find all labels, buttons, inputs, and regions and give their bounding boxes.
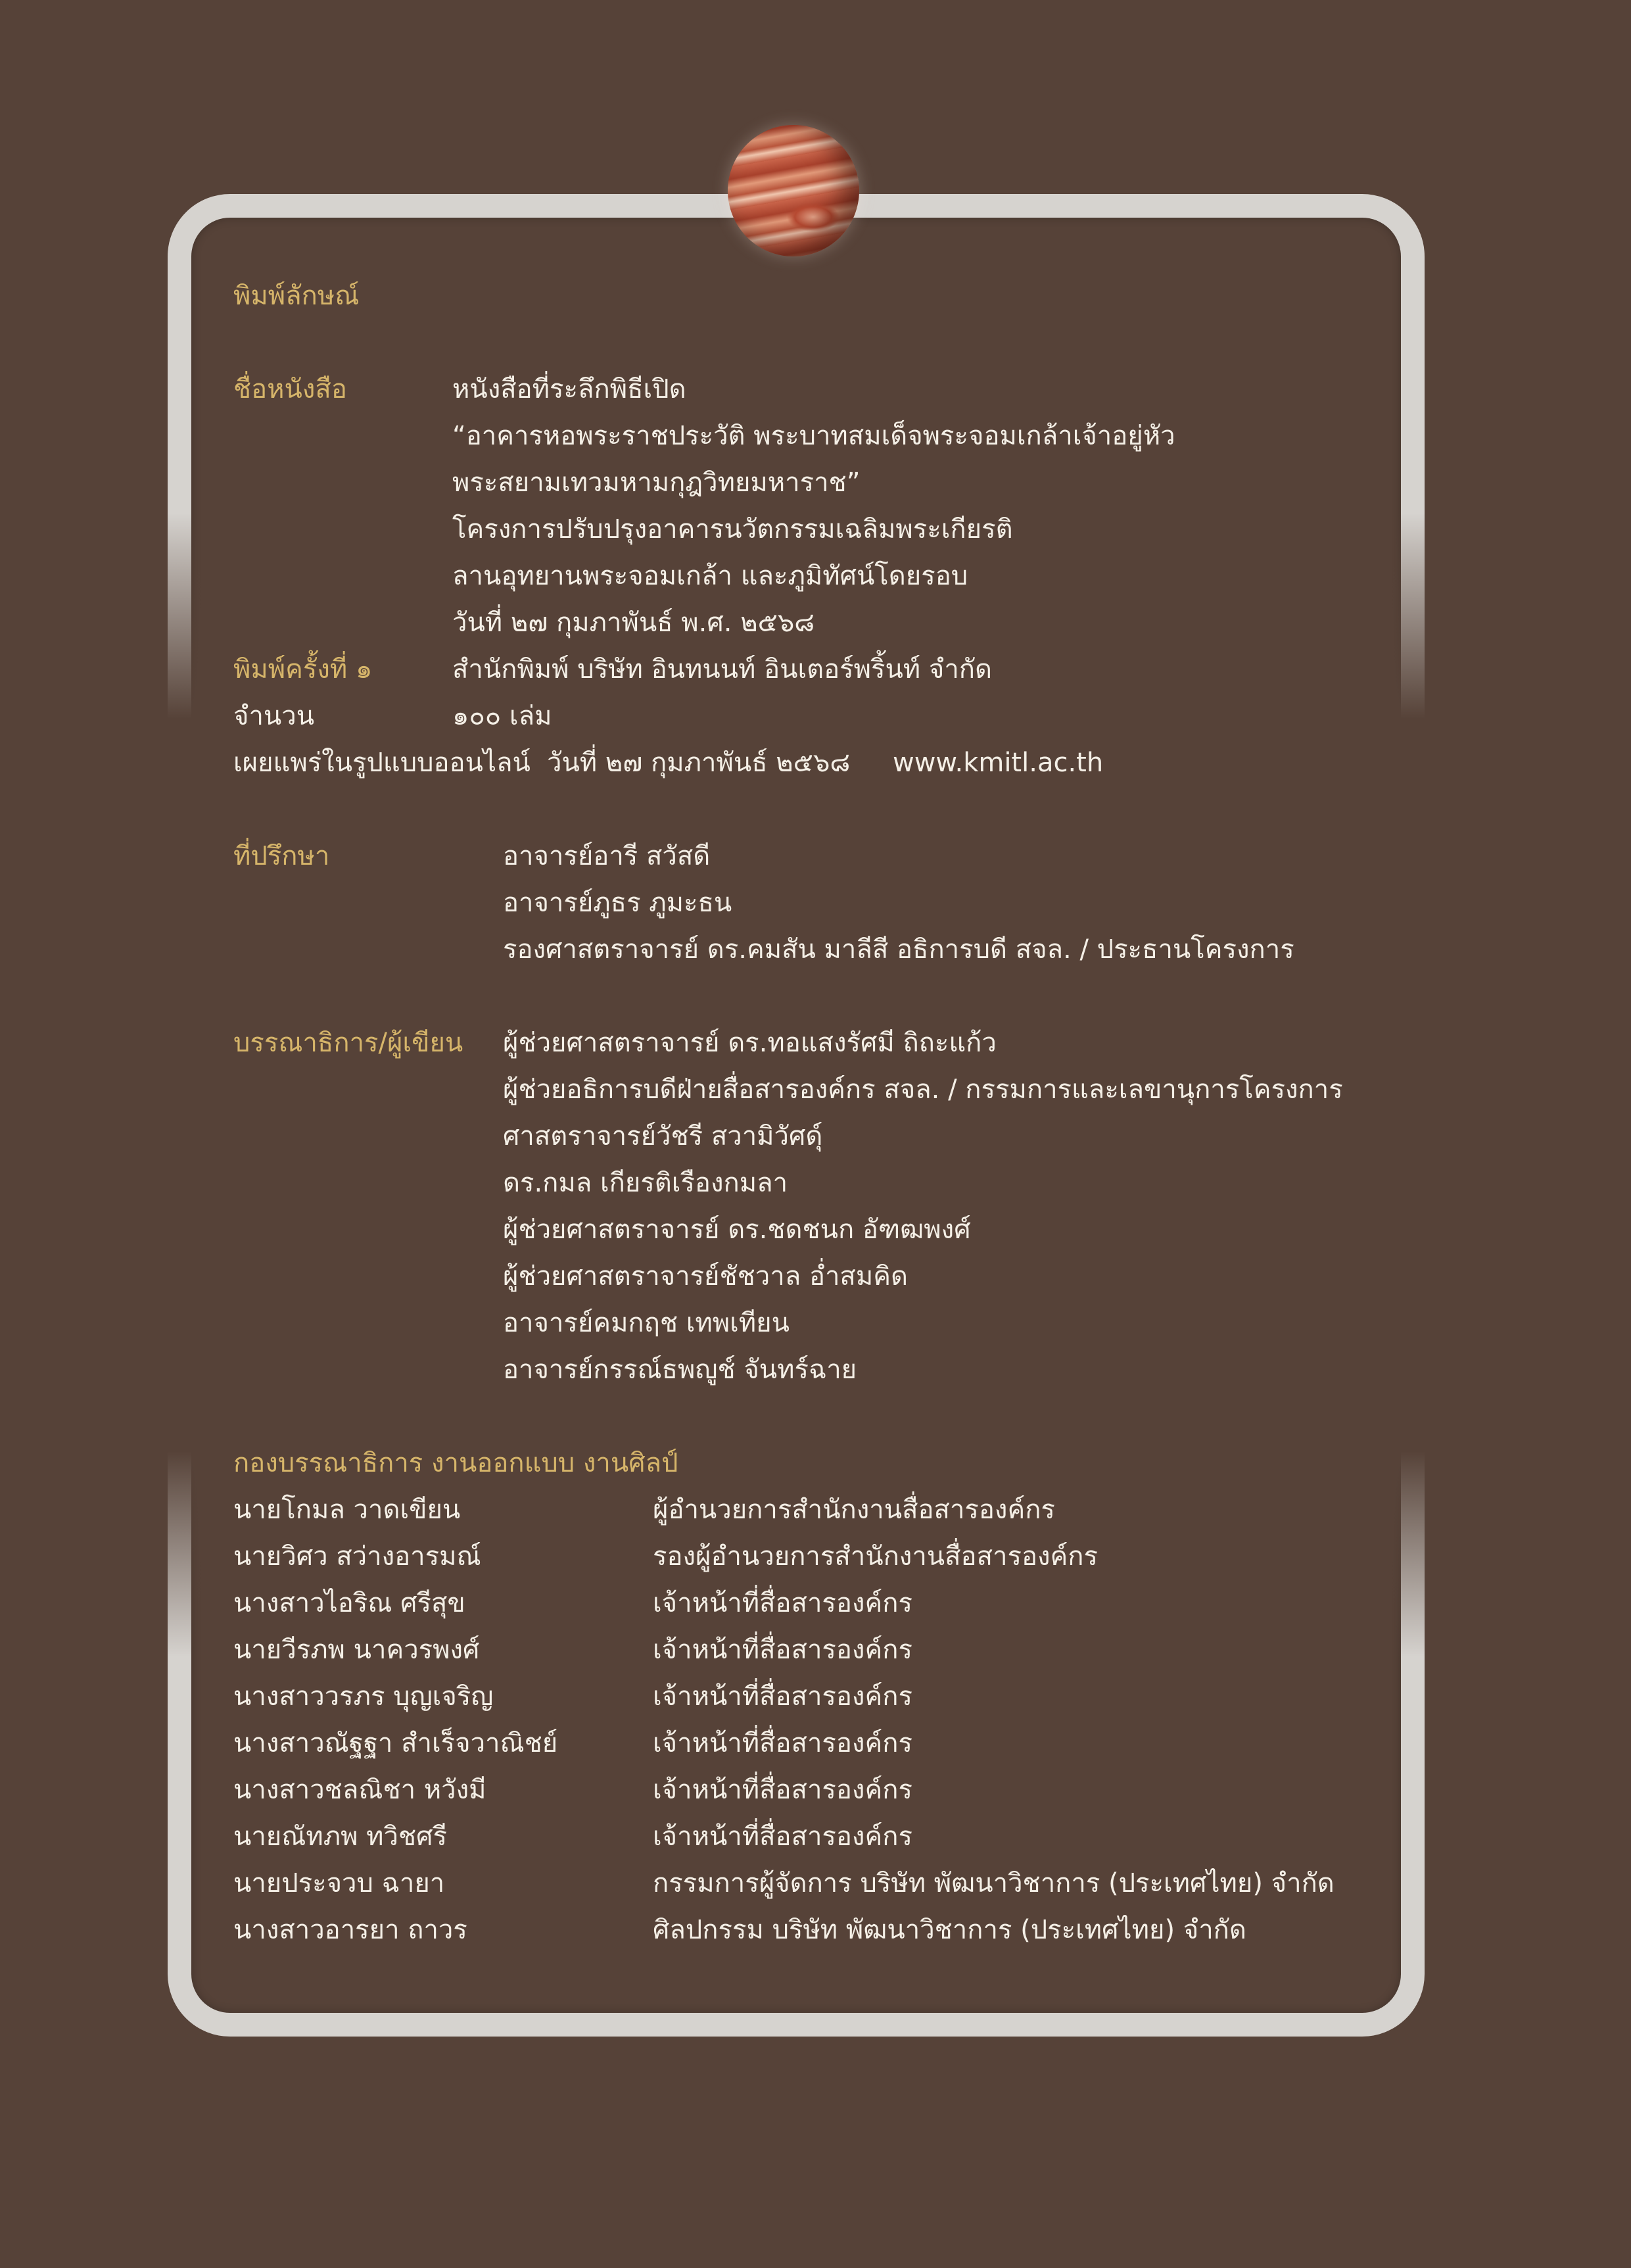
editor-name: ผู้ช่วยอธิการบดีฝ่ายสื่อสารองค์กร สจล. / กรรมการและเลขานุการโครงการ: [503, 1074, 1343, 1105]
book-line: ลานอุทยานพระจอมเกล้า และภูมิทัศน์โดยรอบ: [452, 561, 968, 591]
board-member-role: เจ้าหน้าที่สื่อสารองค์กร: [653, 1635, 912, 1665]
board-member-role: รองผู้อำนวยการสำนักงานสื่อสารองค์กร: [653, 1541, 1098, 1572]
board-member-name: นางสาวณัฐฐา สำเร็จวาณิชย์: [233, 1728, 558, 1758]
board-label: กองบรรณาธิการ งานออกแบบ งานศิลป์: [233, 1448, 678, 1478]
board-member-name: นายโกมล วาดเขียน: [233, 1495, 461, 1525]
board-member-role: กรรมการผู้จัดการ บริษัท พัฒนาวิชาการ (ประเทศไทย) จำกัด: [653, 1868, 1335, 1898]
board-member-role: เจ้าหน้าที่สื่อสารองค์กร: [653, 1728, 912, 1758]
print-value: สำนักพิมพ์ บริษัท อินทนนท์ อินเตอร์พริ้นท์ จำกัด: [452, 654, 992, 685]
advisor-name: อาจารย์ภูธร ภูมะธน: [503, 888, 732, 918]
book-line: วันที่ ๒๗ กุมภาพันธ์ พ.ศ. ๒๕๖๘: [452, 608, 815, 638]
book-line: “อาคารหอพระราชประวัติ พระบาทสมเด็จพระจอมเกล้าเจ้าอยู่หัว: [452, 421, 1175, 451]
editors-label: บรรณาธิการ/ผู้เขียน: [233, 1028, 463, 1058]
quantity-value: ๑๐๐ เล่ม: [452, 701, 552, 731]
editor-name: อาจารย์กรรณ์ธพญูช์ จันทร์ฉาย: [503, 1355, 857, 1385]
page-heading: พิมพ์ลักษณ์: [233, 281, 360, 311]
online-url: www.kmitl.ac.th: [893, 748, 1104, 778]
editor-name: ศาสตราจารย์วัชรี สวามิวัศดุ์: [503, 1121, 823, 1151]
board-member-name: นางสาวอารยา ถาวร: [233, 1915, 467, 1945]
advisors-label: ที่ปรึกษา: [233, 841, 330, 871]
frame-fade-right: [1381, 513, 1433, 1657]
board-member-name: นางสาววรภร บุญเจริญ: [233, 1681, 494, 1712]
quantity-label: จำนวน: [233, 701, 315, 731]
editor-name: ดร.กมล เกียรติเรืองกมลา: [503, 1168, 788, 1198]
editor-name: ผู้ช่วยศาสตราจารย์ชัชวาล อ่ำสมคิด: [503, 1261, 908, 1291]
board-member-role: เจ้าหน้าที่สื่อสารองค์กร: [653, 1775, 912, 1805]
editor-name: ผู้ช่วยศาสตราจารย์ ดร.ทอแสงรัศมี ถิถะแก้ว: [503, 1028, 997, 1058]
book-line: พระสยามเทวมหามกุฎวิทยมหาราช”: [452, 468, 861, 498]
board-member-name: นายวีรภพ นาควรพงศ์: [233, 1635, 480, 1665]
board-member-role: เจ้าหน้าที่สื่อสารองค์กร: [653, 1588, 912, 1618]
advisor-name: รองศาสตราจารย์ ดร.คมสัน มาลีสี อธิการบดี สจล. / ประธานโครงการ: [503, 934, 1294, 965]
planet-image: [728, 125, 859, 256]
board-member-name: นายวิศว สว่างอารมณ์: [233, 1541, 481, 1572]
editor-name: ผู้ช่วยศาสตราจารย์ ดร.ชดชนก อัฑฒพงศ์: [503, 1215, 971, 1245]
print-label: พิมพ์ครั้งที่ ๑: [233, 654, 373, 685]
board-member-name: นายณัทภพ ทวิชศรี: [233, 1822, 448, 1852]
book-line: โครงการปรับปรุงอาคารนวัตกรรมเฉลิมพระเกียรติ: [452, 514, 1013, 544]
board-member-role: ผู้อำนวยการสำนักงานสื่อสารองค์กร: [653, 1495, 1055, 1525]
board-member-name: นางสาวไอริณ ศรีสุข: [233, 1588, 465, 1618]
board-member-role: เจ้าหน้าที่สื่อสารองค์กร: [653, 1822, 912, 1852]
board-member-name: นางสาวชลณิชา หวังมี: [233, 1775, 486, 1805]
book-label: ชื่อหนังสือ: [233, 374, 347, 404]
board-member-role: ศิลปกรรม บริษัท พัฒนาวิชาการ (ประเทศไทย) จำกัด: [653, 1915, 1246, 1945]
book-line: หนังสือที่ระลึกพิธีเปิด: [452, 374, 686, 404]
advisor-name: อาจารย์อารี สวัสดี: [503, 841, 711, 871]
online-label: เผยแพร่ในรูปแบบออนไลน์: [233, 748, 531, 778]
board-member-role: เจ้าหน้าที่สื่อสารองค์กร: [653, 1681, 912, 1712]
frame-fade-left: [158, 513, 210, 1657]
board-member-name: นายประจวบ ฉายา: [233, 1868, 445, 1898]
online-date: วันที่ ๒๗ กุมภาพันธ์ ๒๕๖๘: [547, 748, 851, 778]
editor-name: อาจารย์คมกฤช เทพเทียน: [503, 1308, 790, 1338]
